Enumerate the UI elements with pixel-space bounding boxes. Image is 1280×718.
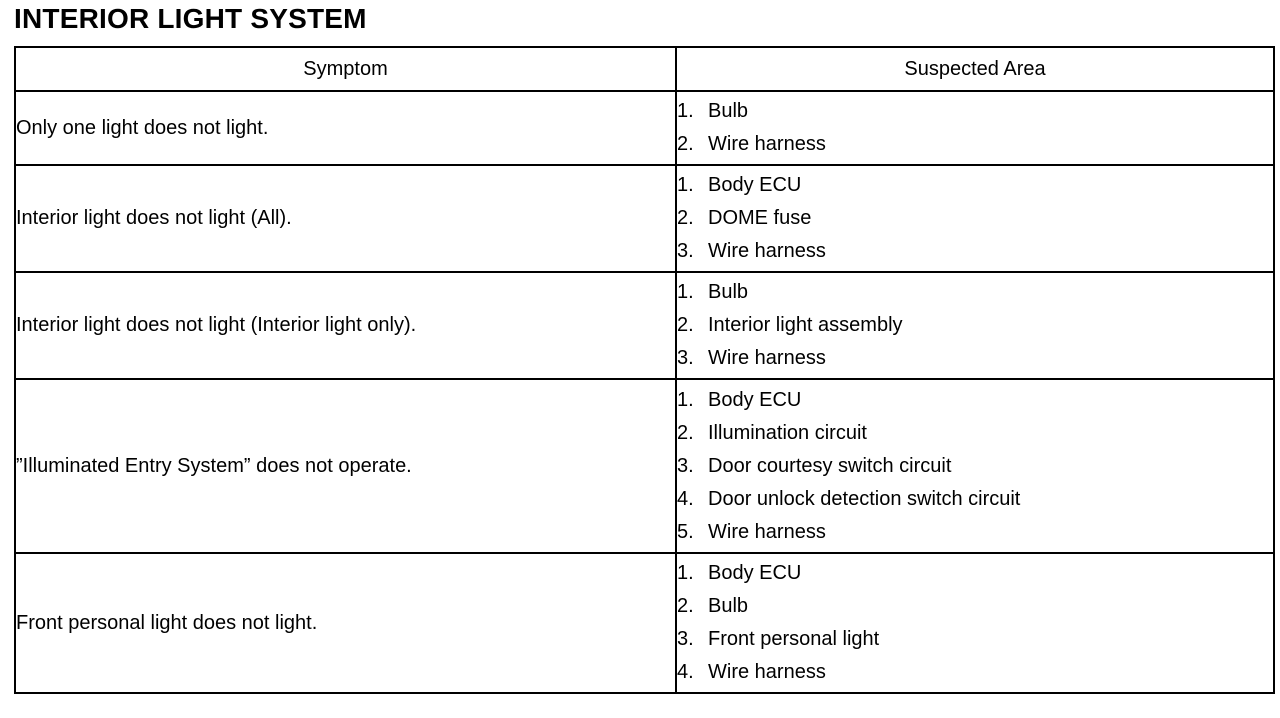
suspected-area-item	[677, 384, 1273, 417]
table-row	[15, 553, 1274, 693]
symptom-cell: ”Illuminated Entry System” does not operate.	[15, 379, 676, 553]
table-row	[15, 272, 1274, 379]
table-row	[15, 379, 1274, 553]
page-title: INTERIOR LIGHT SYSTEM	[14, 3, 367, 34]
suspected-area-item	[677, 342, 1273, 375]
item-number: 2.	[677, 133, 694, 155]
item-number: 2.	[677, 314, 694, 336]
suspected-area-item	[677, 557, 1273, 590]
item-text: Wire harness	[708, 133, 826, 155]
item-text: Front personal light	[708, 628, 880, 650]
table-row	[15, 91, 1274, 165]
item-text: Body ECU	[708, 562, 802, 584]
symptom-column-header: Symptom	[15, 47, 676, 91]
suspected-area-item	[677, 656, 1273, 689]
symptom-cell: Interior light does not light (All).	[15, 165, 676, 272]
suspected-area-item	[677, 590, 1273, 623]
suspected-area-cell	[676, 165, 1274, 272]
suspected-area-item	[677, 276, 1273, 309]
item-number: 2.	[677, 421, 694, 444]
table-header-row	[15, 47, 1274, 91]
item-text: Door courtesy switch circuit	[708, 454, 952, 477]
item-text: Interior light assembly	[708, 314, 903, 336]
suspected-area-list	[677, 95, 1273, 161]
item-text: Bulb	[708, 100, 749, 122]
item-number: 1.	[677, 100, 694, 122]
suspected-area-column-header: Suspected Area	[676, 47, 1274, 91]
item-number: 5.	[677, 520, 694, 543]
item-number: 3.	[677, 240, 694, 262]
suspected-area-list	[677, 384, 1273, 549]
item-number: 4.	[677, 661, 694, 683]
item-text: Wire harness	[708, 347, 826, 369]
item-number: 3.	[677, 628, 694, 650]
symptom-cell: Interior light does not light (Interior light only).	[15, 272, 676, 379]
suspected-area-item	[677, 623, 1273, 656]
suspected-area-cell	[676, 553, 1274, 693]
item-text: Body ECU	[708, 388, 802, 411]
suspected-area-item	[677, 95, 1273, 128]
suspected-area-item	[677, 128, 1273, 161]
item-number: 1.	[677, 174, 694, 196]
item-text: Body ECU	[708, 174, 802, 196]
item-text: Bulb	[708, 281, 749, 303]
item-text: Wire harness	[708, 520, 826, 543]
suspected-area-cell	[676, 379, 1274, 553]
suspected-area-item	[677, 483, 1273, 516]
item-number: 1.	[677, 281, 694, 303]
suspected-area-item	[677, 309, 1273, 342]
item-text: Wire harness	[708, 661, 826, 683]
item-text: Wire harness	[708, 240, 826, 262]
suspected-area-list	[677, 276, 1273, 375]
suspected-area-list	[677, 169, 1273, 268]
item-number: 3.	[677, 347, 694, 369]
item-text: Bulb	[708, 595, 749, 617]
item-text: Illumination circuit	[708, 421, 867, 444]
suspected-area-cell	[676, 272, 1274, 379]
suspected-area-list	[677, 557, 1273, 689]
suspected-area-item	[677, 235, 1273, 268]
suspected-area-item	[677, 516, 1273, 549]
suspected-area-item	[677, 450, 1273, 483]
suspected-area-item	[677, 169, 1273, 202]
suspected-area-item	[677, 417, 1273, 450]
item-text: DOME fuse	[708, 207, 812, 229]
item-text: Door unlock detection switch circuit	[708, 487, 1021, 510]
item-number: 1.	[677, 388, 694, 411]
suspected-area-cell	[676, 91, 1274, 165]
symptom-cell: Front personal light does not light.	[15, 553, 676, 693]
item-number: 3.	[677, 454, 694, 477]
suspected-area-item	[677, 202, 1273, 235]
table-row	[15, 165, 1274, 272]
symptom-table	[14, 46, 1275, 694]
item-number: 4.	[677, 487, 694, 510]
item-number: 1.	[677, 562, 694, 584]
item-number: 2.	[677, 207, 694, 229]
item-number: 2.	[677, 595, 694, 617]
symptom-cell: Only one light does not light.	[15, 91, 676, 165]
